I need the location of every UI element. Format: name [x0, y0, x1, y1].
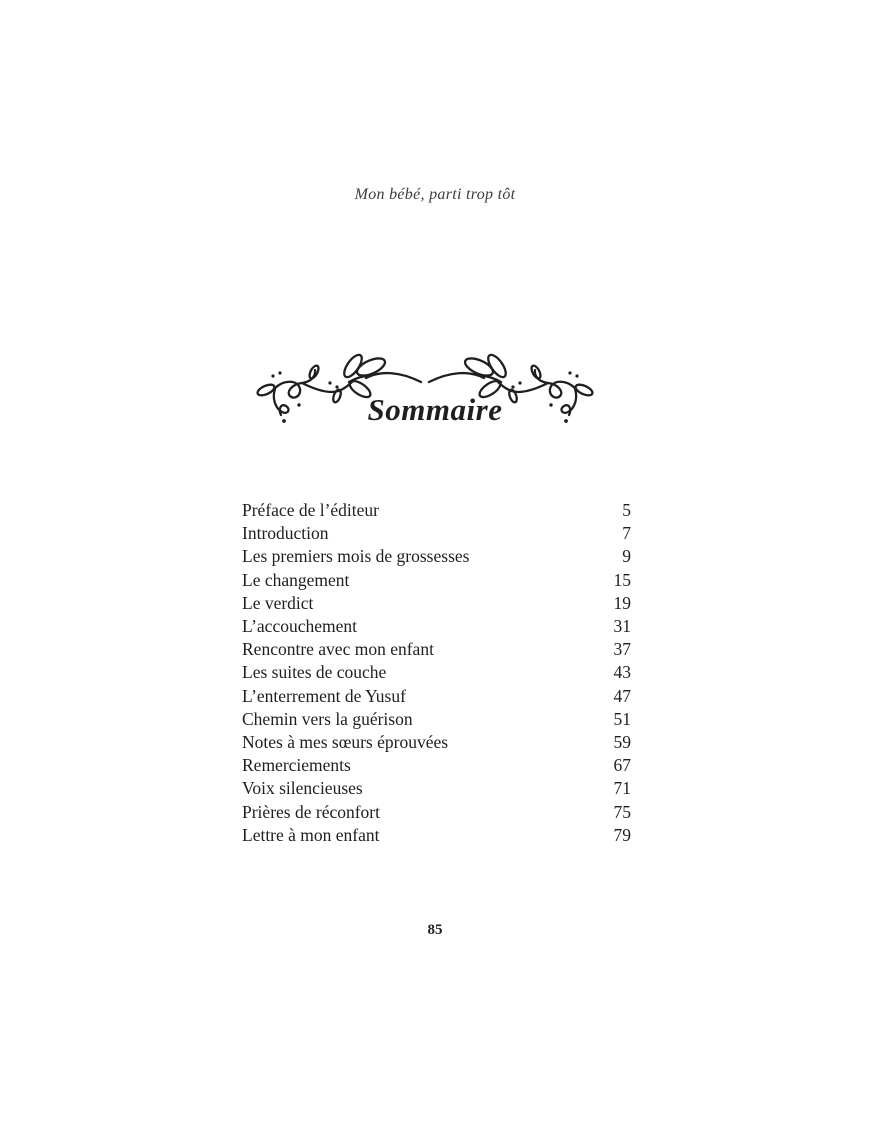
toc-entry-page: 7: [622, 523, 631, 544]
toc-entry: [242, 708, 631, 731]
toc-entry-page: 9: [622, 546, 631, 567]
toc-entry: [242, 615, 631, 638]
toc-entry-page: 67: [613, 755, 631, 776]
toc-entry-page: 59: [613, 732, 631, 753]
toc-entry-title: Le verdict: [242, 592, 314, 613]
toc-entry: [242, 569, 631, 592]
toc-entry-title: Notes à mes sœurs éprouvées: [242, 732, 449, 753]
toc-entry-title: Voix silencieuses: [242, 778, 363, 799]
toc-entry-page: 51: [613, 708, 631, 729]
folio-page-number: 85: [427, 922, 443, 938]
toc-entry-title: L’accouchement: [242, 616, 357, 637]
toc-entry-page: 31: [613, 616, 631, 637]
table-of-contents: [242, 499, 631, 847]
toc-entry: [242, 638, 631, 661]
toc-entry-page: 15: [613, 569, 631, 590]
toc-entry-title: Chemin vers la guérison: [242, 708, 413, 729]
running-header: Mon bébé, parti trop tôt: [354, 186, 516, 203]
toc-entry-title: Rencontre avec mon enfant: [242, 639, 434, 660]
toc-entry-title: Préface de l’éditeur: [242, 500, 380, 520]
toc-entry-title: Introduction: [242, 523, 329, 544]
toc-entry: [242, 777, 631, 800]
toc-entry-title: Remerciements: [242, 755, 351, 776]
toc-entry: [242, 661, 631, 684]
toc-entry: [242, 731, 631, 754]
toc-entry: [242, 522, 631, 545]
toc-entry-page: 75: [613, 801, 631, 822]
toc-entry: [242, 824, 631, 847]
toc-entry: [242, 754, 631, 777]
toc-entry-page: 71: [613, 778, 631, 799]
toc-entry-title: Prières de réconfort: [242, 801, 380, 822]
toc-entry-page: 43: [613, 662, 631, 683]
toc-entry-title: Les premiers mois de grossesses: [242, 546, 470, 567]
toc-entry: [242, 499, 631, 522]
page-title: Sommaire: [367, 392, 503, 427]
toc-entry-page: 79: [613, 824, 631, 845]
toc-entry-title: Les suites de couche: [242, 662, 387, 683]
toc-entry: [242, 592, 631, 615]
toc-entry-page: 5: [622, 500, 631, 520]
toc-entry-title: Le changement: [242, 569, 350, 590]
toc-entry-page: 19: [613, 592, 631, 613]
toc-entry-title: Lettre à mon enfant: [242, 824, 380, 845]
toc-entry-title: L’enterrement de Yusuf: [242, 685, 406, 706]
toc-entry-page: 47: [613, 685, 631, 706]
toc-entry: [242, 685, 631, 708]
toc-entry-page: 37: [613, 639, 631, 660]
toc-entry: [242, 801, 631, 824]
toc-entry: [242, 545, 631, 568]
